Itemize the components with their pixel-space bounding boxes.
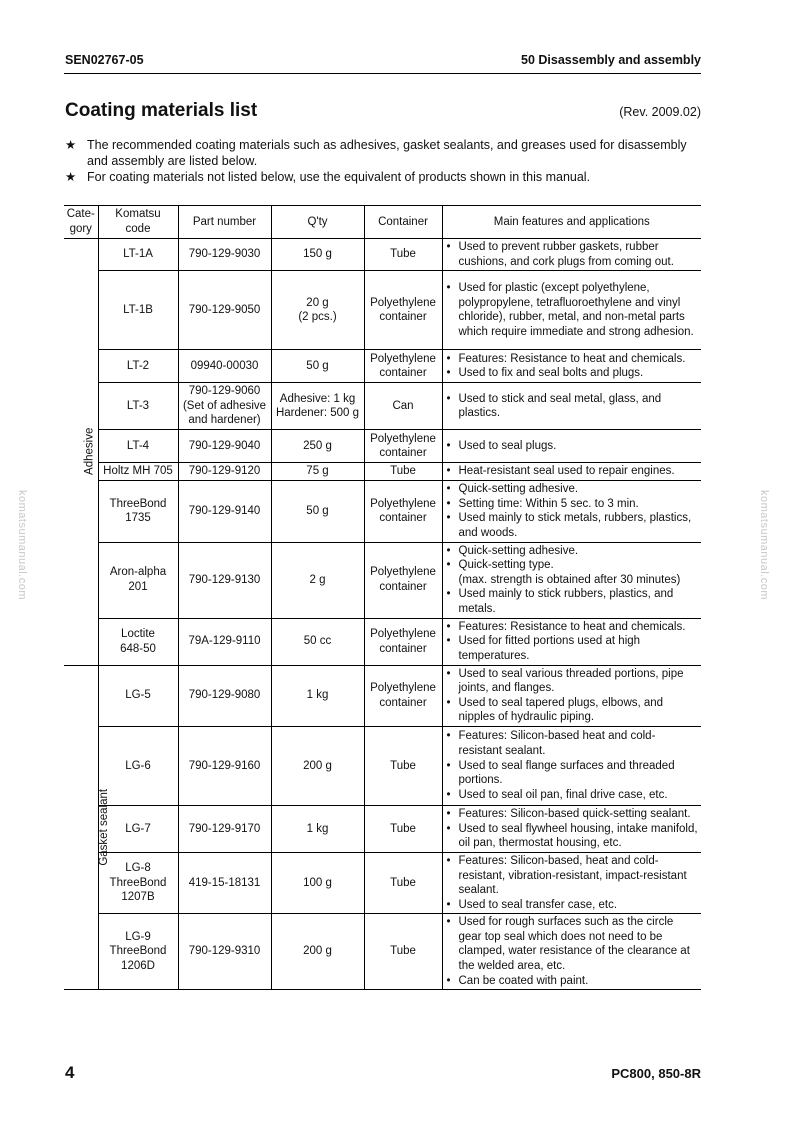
features-list: [447, 854, 699, 912]
qty-cell: 75 g: [271, 463, 364, 481]
features-list: [447, 392, 699, 421]
qty-cell: 100 g: [271, 852, 364, 913]
model-name: PC800, 850-8R: [611, 1066, 701, 1081]
features-cell: [442, 383, 701, 430]
feature-item: • Features: Silicon-based, heat and cold-resistant, vibration-resistant, impact-resistant sealant.: [447, 854, 699, 898]
feature-item: • Used mainly to stick rubbers, plastics, and metals.: [447, 587, 699, 616]
features-list: [447, 915, 699, 988]
feature-item: • Used to seal various threaded portions, pipe joints, and flanges.: [447, 667, 699, 696]
table-row: [64, 542, 701, 618]
note-text: The recommended coating materials such as adhesives, gasket sealants, and greases used for disassembly and assembly are listed below.: [87, 138, 687, 168]
features-cell: [442, 542, 701, 618]
feature-item: • Used to prevent rubber gaskets, rubber cushions, and cork plugs from coming out.: [447, 240, 699, 269]
feature-item: • Features: Resistance to heat and chemicals.: [447, 352, 699, 367]
table-row: [64, 350, 701, 383]
star-icon: ★: [65, 170, 77, 184]
feature-item: • Used mainly to stick metals, rubbers, plastics, and woods.: [447, 511, 699, 540]
features-list: [447, 729, 699, 802]
part-number-cell: 790-129-9310: [178, 914, 271, 990]
qty-cell: 50 g: [271, 481, 364, 542]
qty-cell: 250 g: [271, 430, 364, 463]
category-cell: [64, 239, 98, 666]
komatsu-code-cell: Aron-alpha 201: [98, 542, 178, 618]
komatsu-code-cell: Loctite 648-50: [98, 618, 178, 665]
header-komatsu-code: Komatsu code: [98, 206, 178, 239]
qty-cell: 1 kg: [271, 665, 364, 726]
features-list: [447, 482, 699, 540]
part-number-cell: 790-129-9040: [178, 430, 271, 463]
features-list: [447, 464, 699, 479]
table-row: [64, 463, 701, 481]
table-row: [64, 852, 701, 913]
feature-item: • Used to seal plugs.: [447, 439, 699, 454]
container-cell: Tube: [364, 852, 442, 913]
qty-cell: 2 g: [271, 542, 364, 618]
container-cell: Can: [364, 383, 442, 430]
document-code: SEN02767-05: [65, 53, 144, 67]
header-divider: [64, 73, 701, 74]
qty-cell: Adhesive: 1 kg Hardener: 500 g: [271, 383, 364, 430]
table-row: [64, 805, 701, 852]
part-number-cell: 790-129-9060 (Set of adhesive and hardener): [178, 383, 271, 430]
feature-item: • Quick-setting adhesive.: [447, 544, 699, 559]
komatsu-code-cell: LG-8 ThreeBond 1207B: [98, 852, 178, 913]
qty-cell: 200 g: [271, 914, 364, 990]
komatsu-code-cell: LG-6: [98, 726, 178, 805]
komatsu-code-cell: LG-5: [98, 665, 178, 726]
part-number-cell: 419-15-18131: [178, 852, 271, 913]
features-cell: [442, 852, 701, 913]
komatsu-code-cell: ThreeBond 1735: [98, 481, 178, 542]
header-part-number: Part number: [178, 206, 271, 239]
part-number-cell: 790-129-9030: [178, 239, 271, 271]
features-cell: [442, 726, 701, 805]
note-text: For coating materials not listed below, use the equivalent of products shown in this manual.: [87, 170, 591, 184]
qty-cell: 200 g: [271, 726, 364, 805]
table-row: [64, 239, 701, 271]
features-list: [447, 667, 699, 725]
feature-item: • Used to fix and seal bolts and plugs.: [447, 366, 699, 381]
feature-item: • Used for rough surfaces such as the circle gear top seal which does not need to be clamped, water resistance of the clearance at the welded area, etc.: [447, 915, 699, 973]
features-cell: [442, 665, 701, 726]
header-features: Main features and applications: [442, 206, 701, 239]
container-cell: Polyethylene container: [364, 542, 442, 618]
container-cell: Polyethylene container: [364, 481, 442, 542]
qty-cell: 20 g (2 pcs.): [271, 271, 364, 350]
star-icon: ★: [65, 138, 77, 152]
category-cell: [64, 665, 111, 990]
table-header-row: [64, 206, 701, 239]
feature-item: • Setting time: Within 5 sec. to 3 min.: [447, 497, 699, 512]
feature-item: • Used for plastic (except polyethylene, polypropylene, tetrafluoroethylene and vinyl chloride), rubber, metal, and non-metal parts which require immediate and strong adhesion.: [447, 281, 699, 339]
feature-item: • Used to seal flywheel housing, intake manifold, oil pan, thermostat housing, etc.: [447, 822, 699, 851]
table-row: [64, 271, 701, 350]
container-cell: Polyethylene container: [364, 271, 442, 350]
feature-item: • Quick-setting adhesive.: [447, 482, 699, 497]
container-cell: Tube: [364, 239, 442, 271]
features-list: [447, 439, 699, 454]
notes-list: [65, 137, 702, 185]
komatsu-code-cell: LT-2: [98, 350, 178, 383]
feature-item: • Used to seal tapered plugs, elbows, and nipples of hydraulic piping.: [447, 696, 699, 725]
container-cell: Polyethylene container: [364, 618, 442, 665]
part-number-cell: 790-129-9130: [178, 542, 271, 618]
feature-item: • Features: Silicon-based heat and cold-resistant sealant.: [447, 729, 699, 758]
feature-item: • Features: Silicon-based quick-setting sealant.: [447, 807, 699, 822]
coating-materials-table: [64, 205, 701, 990]
feature-item: • Can be coated with paint.: [447, 974, 699, 989]
page-title: Coating materials list: [65, 100, 258, 121]
part-number-cell: 790-129-9140: [178, 481, 271, 542]
features-cell: [442, 463, 701, 481]
features-list: [447, 352, 699, 381]
header-category: Cate- gory: [64, 206, 98, 239]
qty-cell: 1 kg: [271, 805, 364, 852]
table-row: [64, 914, 701, 990]
feature-item: • Used to seal flange surfaces and threaded portions.: [447, 759, 699, 788]
header-container: Container: [364, 206, 442, 239]
table-row: [64, 430, 701, 463]
feature-item: • Used for fitted portions used at high temperatures.: [447, 634, 699, 663]
part-number-cell: 09940-00030: [178, 350, 271, 383]
revision-label: (Rev. 2009.02): [619, 105, 701, 119]
watermark-left: komatsumanual.com: [16, 490, 28, 600]
table-row: [64, 665, 701, 726]
container-cell: Polyethylene container: [364, 350, 442, 383]
feature-item: • Quick-setting type. (max. strength is obtained after 30 minutes): [447, 558, 699, 587]
komatsu-code-cell: LT-1A: [98, 239, 178, 271]
container-cell: Tube: [364, 726, 442, 805]
feature-item: • Used to seal oil pan, final drive case, etc.: [447, 788, 699, 803]
table-row: [64, 726, 701, 805]
table-row: [64, 383, 701, 430]
features-list: [447, 544, 699, 617]
features-cell: [442, 430, 701, 463]
container-cell: Polyethylene container: [364, 430, 442, 463]
komatsu-code-cell: LG-9 ThreeBond 1206D: [98, 914, 178, 990]
category-label: Gasket sealant: [98, 789, 111, 866]
features-list: [447, 807, 699, 851]
table-row: [64, 618, 701, 665]
feature-item: • Heat-resistant seal used to repair engines.: [447, 464, 699, 479]
watermark-right: komatsumanual.com: [758, 490, 770, 600]
category-label: Adhesive: [83, 428, 96, 476]
feature-item: • Used to stick and seal metal, glass, and plastics.: [447, 392, 699, 421]
komatsu-code-cell: LT-1B: [98, 271, 178, 350]
komatsu-code-cell: LG-7: [98, 805, 178, 852]
features-list: [447, 620, 699, 664]
features-list: [447, 240, 699, 269]
part-number-cell: 790-129-9120: [178, 463, 271, 481]
page-number: 4: [65, 1063, 75, 1082]
features-list: [447, 281, 699, 339]
feature-item: • Used to seal transfer case, etc.: [447, 898, 699, 913]
features-cell: [442, 618, 701, 665]
container-cell: Tube: [364, 914, 442, 990]
note-item: [65, 137, 702, 169]
part-number-cell: 79A-129-9110: [178, 618, 271, 665]
komatsu-code-cell: LT-4: [98, 430, 178, 463]
table-row: [64, 481, 701, 542]
feature-item: • Features: Resistance to heat and chemicals.: [447, 620, 699, 635]
part-number-cell: 790-129-9170: [178, 805, 271, 852]
qty-cell: 50 cc: [271, 618, 364, 665]
features-cell: [442, 481, 701, 542]
container-cell: Tube: [364, 463, 442, 481]
qty-cell: 50 g: [271, 350, 364, 383]
features-cell: [442, 239, 701, 271]
container-cell: Polyethylene container: [364, 665, 442, 726]
container-cell: Tube: [364, 805, 442, 852]
features-cell: [442, 805, 701, 852]
features-cell: [442, 914, 701, 990]
komatsu-code-cell: LT-3: [98, 383, 178, 430]
part-number-cell: 790-129-9050: [178, 271, 271, 350]
features-cell: [442, 271, 701, 350]
part-number-cell: 790-129-9080: [178, 665, 271, 726]
part-number-cell: 790-129-9160: [178, 726, 271, 805]
qty-cell: 150 g: [271, 239, 364, 271]
note-item: [65, 169, 702, 185]
section-title: 50 Disassembly and assembly: [521, 53, 701, 67]
header-qty: Q'ty: [271, 206, 364, 239]
features-cell: [442, 350, 701, 383]
komatsu-code-cell: Holtz MH 705: [98, 463, 178, 481]
